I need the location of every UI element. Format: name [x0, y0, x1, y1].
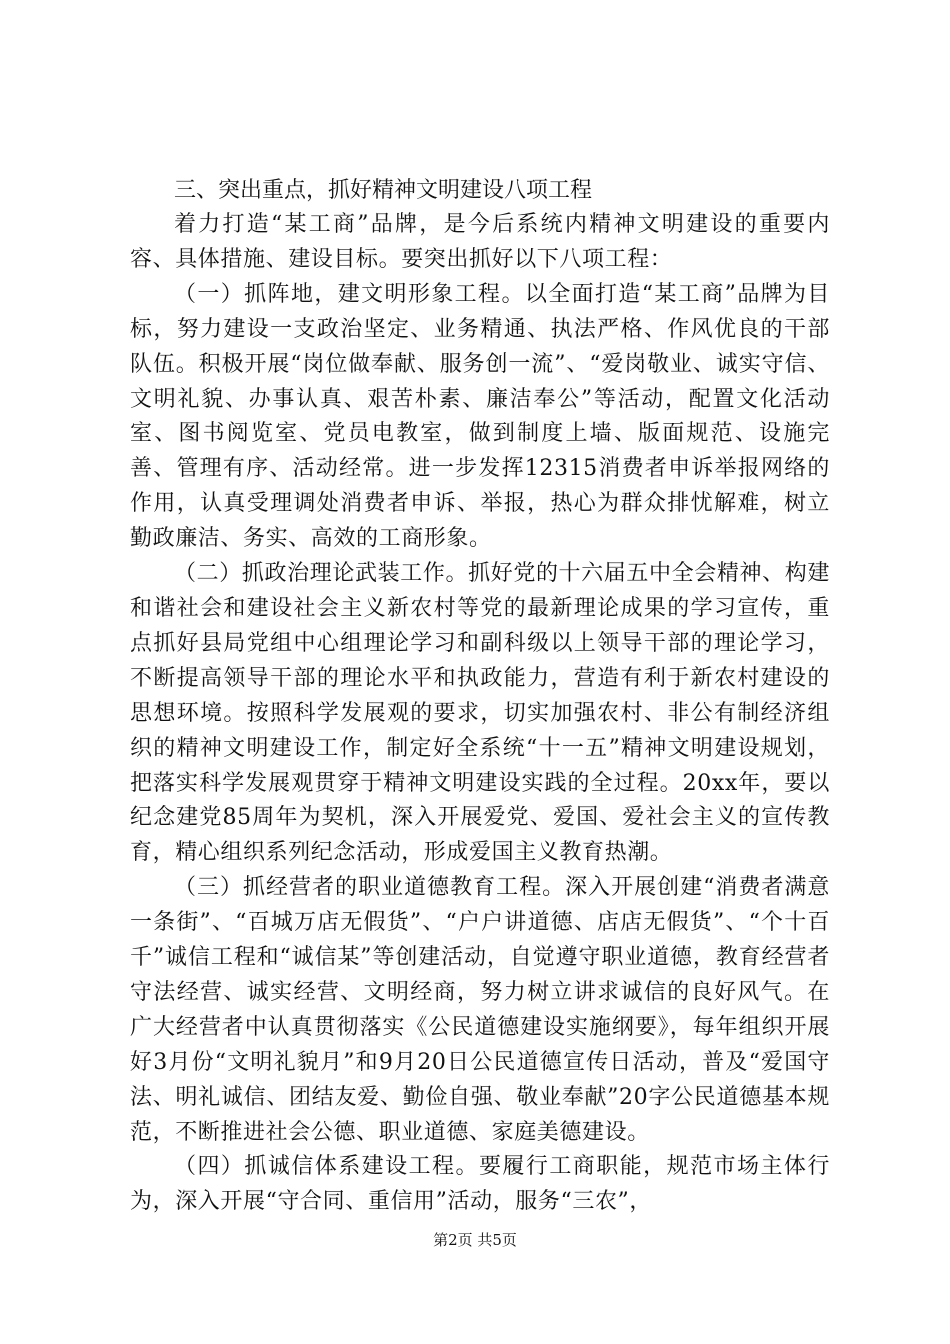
paragraph-intro: 着力打造“某工商”品牌，是今后系统内精神文明建设的重要内容、具体措施、建设目标。要突出抓好以下八项工程： [130, 212, 830, 272]
paragraph-item-2: （二）抓政治理论武装工作。抓好党的十六届五中全会精神、构建和谐社会和建设社会主义新农村等党的最新理论成果的学习宣传，重点抓好县局党组中心组理论学习和副科级以上领导干部的理论学习，不断提高领导干部的理论水平和执政能力，营造有利于新农村建设的思想环境。按照科学发展观的要求，切实加强农村、非公有制经济组织的精神文明建设工作，制定好全系统“十一五”精神文明建设规划，把落实科学发展观贯穿于精神文明建设实践的全过程。20xx年，要以纪念建党85周年为契机，深入开展爱党、爱国、爱社会主义的宣传教育，精心组织系列纪念活动，形成爱国主义教育热潮。 [130, 561, 830, 866]
paragraph-item-4: （四）抓诚信体系建设工程。要履行工商职能，规范市场主体行为，深入开展“守合同、重信用”活动，服务“三农”， [130, 1154, 830, 1215]
document-body [130, 174, 830, 1220]
paragraph-item-3: （三）抓经营者的职业道德教育工程。深入开展创建“消费者满意一条街”、“百城万店无假货”、“户户讲道德、店店无假货”、“个十百千”诚信工程和“诚信某”等创建活动，自觉遵守职业道德，教育经营者守法经营、诚实经营、文明经商，努力树立讲求诚信的良好风气。在广大经营者中认真贯彻落实《公民道德建设实施纲要》，每年组织开展好3月份“文明礼貌月”和9月20日公民道德宣传日活动，普及“爱国守法、明礼诚信、团结友爱、勤俭自强、敬业奉献”20字公民道德基本规范，不断推进社会公德、职业道德、家庭美德建设。 [130, 875, 830, 1145]
section-heading: 三、突出重点，抓好精神文明建设八项工程 [174, 178, 593, 203]
page-footer: 第2页 共5页 [433, 1231, 517, 1249]
paragraph-item-1: （一）抓阵地，建文明形象工程。以全面打造“某工商”品牌为目标，努力建设一支政治坚定、业务精通、执法严格、作风优良的干部队伍。积极开展“岗位做奉献、服务创一流”、“爱岗敬业、诚实守信、文明礼貌、办事认真、艰苦朴素、廉洁奉公”等活动，配置文化活动室、图书阅览室、党员电教室，做到制度上墙、版面规范、设施完善、管理有序、活动经常。进一步发挥12315消费者申诉举报网络的作用，认真受理调处消费者申诉、举报，热心为群众排忧解难，树立勤政廉洁、务实、高效的工商形象。 [130, 281, 830, 552]
